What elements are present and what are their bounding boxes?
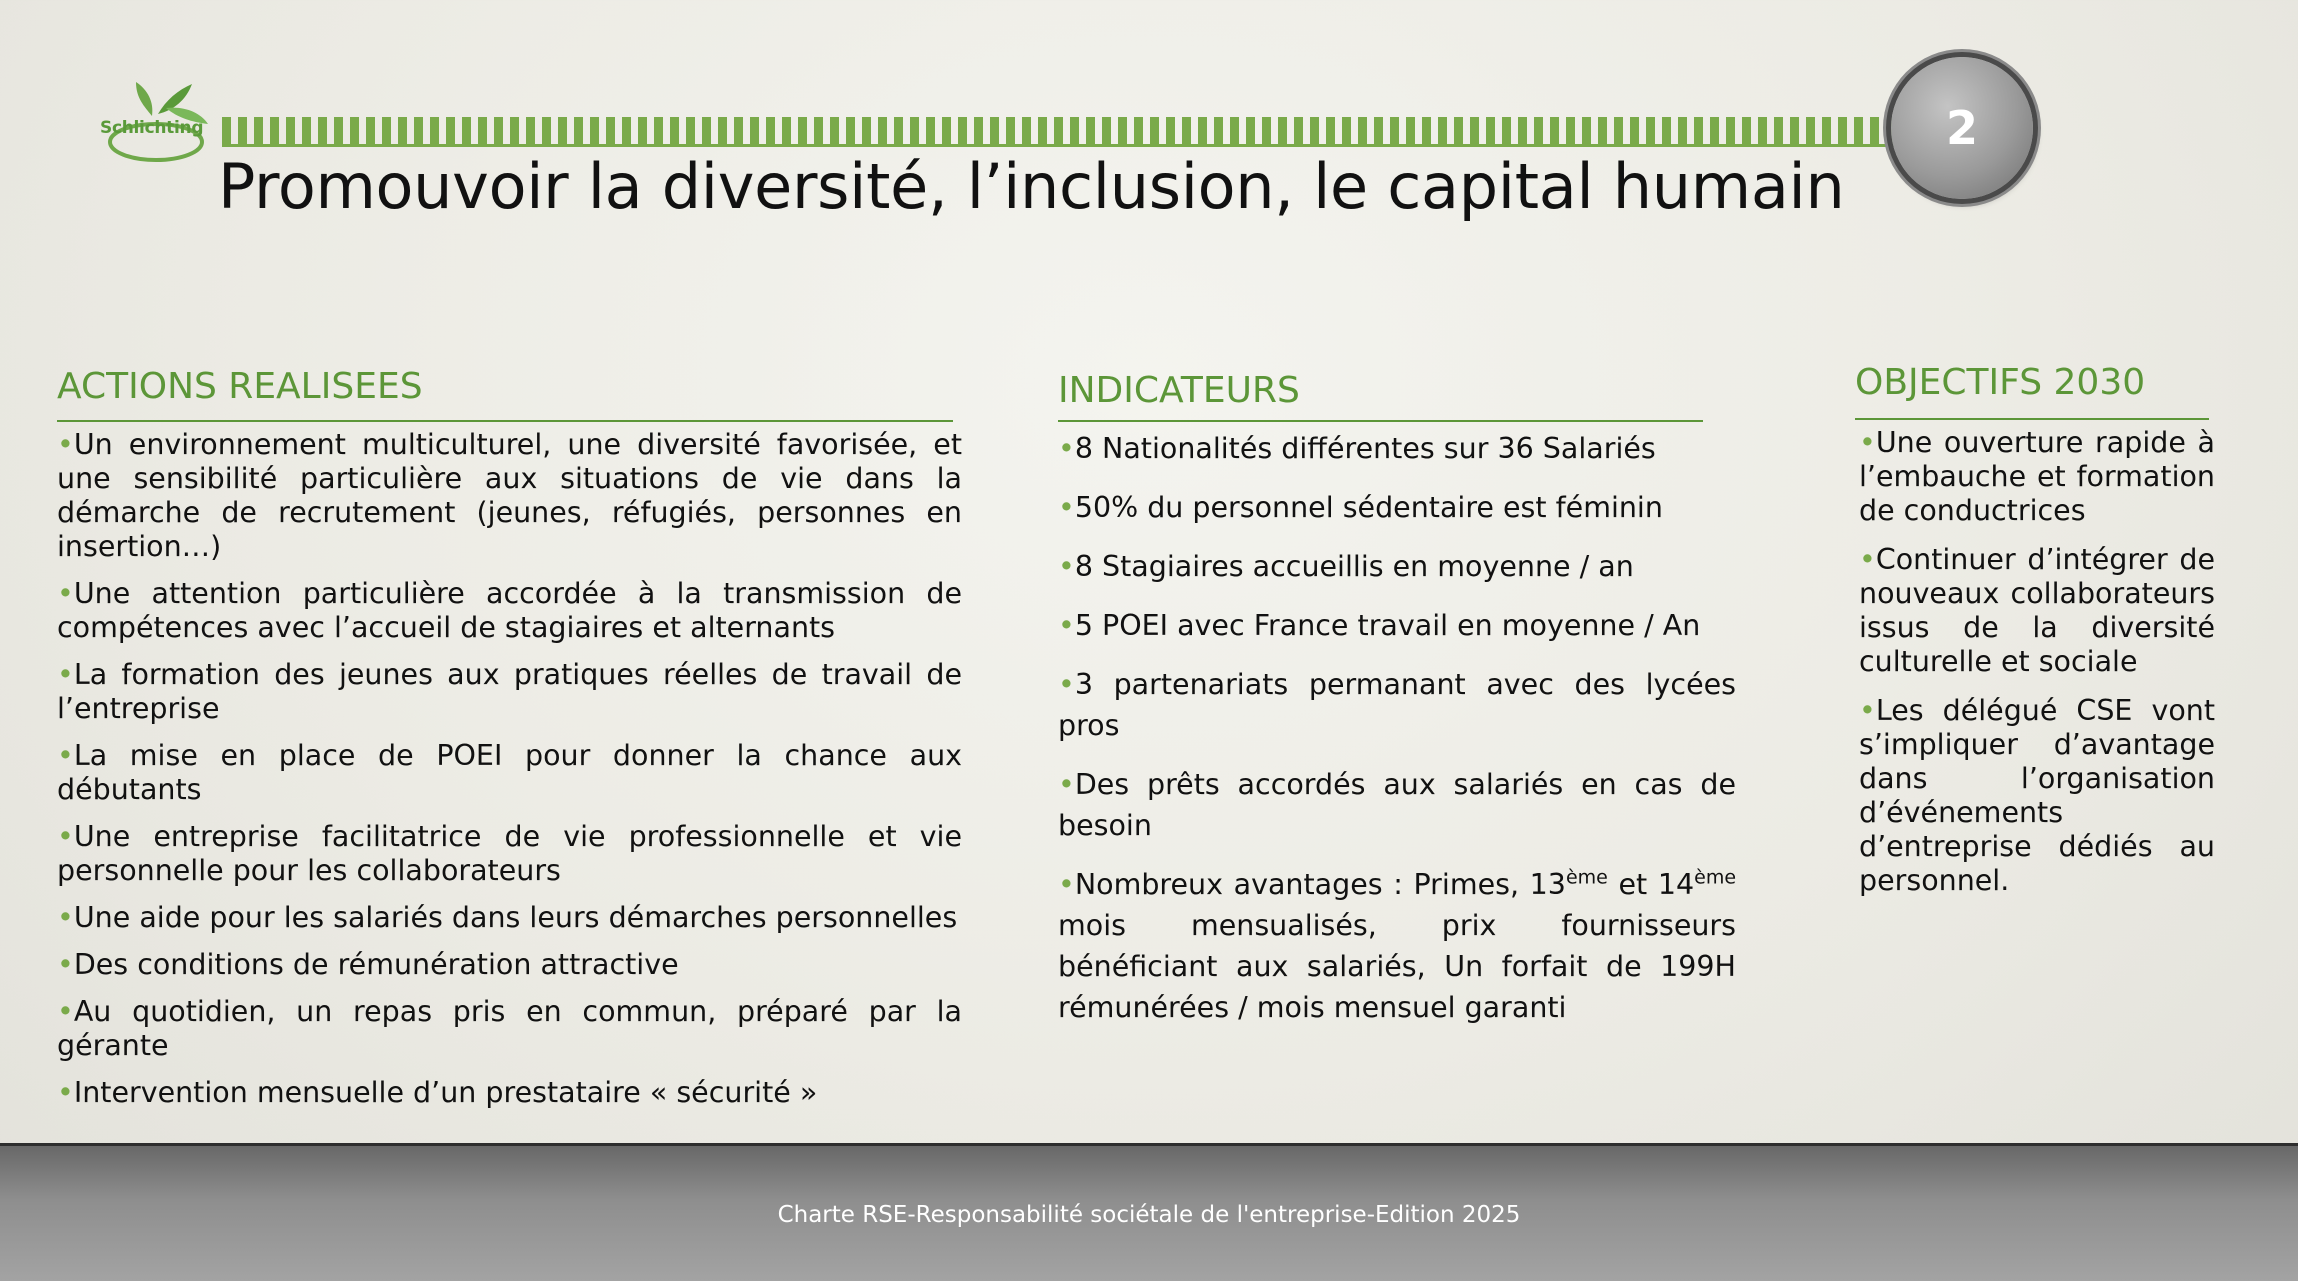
action-item-text: Une entreprise facilitatrice de vie professionnelle et vie personnelle pour les collaborateurs — [57, 820, 962, 887]
action-item-text: La formation des jeunes aux pratiques réelles de travail de l’entreprise — [57, 658, 962, 725]
action-item — [57, 739, 962, 807]
action-item — [57, 901, 962, 935]
indicateurs-heading-rule — [1058, 420, 1703, 422]
bullet-icon: • — [57, 658, 74, 691]
objectif-item — [1859, 543, 2215, 679]
bullet-icon: • — [57, 739, 74, 772]
bullet-icon: • — [1859, 694, 1876, 727]
bullet-icon: • — [1058, 432, 1075, 465]
bullet-icon: • — [1859, 426, 1876, 459]
objectif-item-text: Les délégué CSE vont s’impliquer d’avantage dans l’organisation d’événements d’entreprise dédiés au personnel. — [1859, 694, 2215, 897]
indicateur-item — [1058, 605, 1736, 646]
indicateur-text-part: mois mensualisés, prix fournisseurs bénéficiant aux salariés, Un forfait de 199H rémunérées / mois mensuel garanti — [1058, 909, 1736, 1024]
indicateur-item — [1058, 546, 1736, 587]
page-number: 2 — [1945, 101, 1978, 155]
page-title: Promouvoir la diversité, l’inclusion, le capital humain — [218, 150, 1845, 223]
bullet-icon: • — [1859, 543, 1876, 576]
action-item-text: Un environnement multiculturel, une diversité favorisée, et une sensibilité particulière aux situations de vie dans la démarche de recrutement (jeunes, réfugiés, personnes en insertion…) — [57, 428, 962, 563]
bullet-icon: • — [1058, 609, 1075, 642]
indicateurs-list — [1058, 428, 1736, 1046]
actions-list — [57, 428, 962, 1123]
action-item — [57, 658, 962, 726]
indicateur-item-text: 5 POEI avec France travail en moyenne / An — [1074, 609, 1701, 642]
action-item — [57, 995, 962, 1063]
objectifs-list — [1859, 426, 2215, 913]
action-item-text: Au quotidien, un repas pris en commun, préparé par la gérante — [57, 995, 962, 1062]
header-rule — [222, 144, 1904, 147]
indicateur-item-text: Des prêts accordés aux salariés en cas de besoin — [1058, 768, 1736, 842]
page-number-badge — [1891, 57, 2033, 199]
bullet-icon: • — [57, 995, 74, 1028]
bullet-icon: • — [1058, 868, 1075, 901]
indicateur-item-text: 3 partenariats permanant avec des lycées pros — [1058, 668, 1736, 742]
indicateur-item — [1058, 664, 1736, 746]
action-item-text: Une aide pour les salariés dans leurs démarches personnelles — [73, 901, 958, 934]
actions-heading-rule — [57, 420, 953, 422]
bullet-icon: • — [1058, 550, 1075, 583]
action-item — [57, 820, 962, 888]
bullet-icon: • — [1058, 768, 1075, 801]
indicateur-item — [1058, 428, 1736, 469]
bullet-icon: • — [57, 901, 74, 934]
bullet-icon: • — [1058, 668, 1075, 701]
indicateur-text-part: Nombreux avantages : Primes, 13 — [1074, 868, 1566, 901]
indicateur-item-text: 8 Stagiaires accueillis en moyenne / an — [1074, 550, 1634, 583]
bullet-icon: • — [57, 577, 74, 610]
logo-text: Schlichting — [100, 118, 204, 138]
indicateur-item — [1058, 487, 1736, 528]
indicateur-item-text: 50% du personnel sédentaire est féminin — [1074, 491, 1663, 524]
footer-text: Charte RSE-Responsabilité sociétale de l'entreprise-Edition 2025 — [777, 1202, 1521, 1228]
bullet-icon: • — [57, 1076, 74, 1109]
objectif-item-text: Une ouverture rapide à l’embauche et formation de conductrices — [1859, 426, 2215, 527]
objectif-item — [1859, 426, 2215, 528]
bullet-icon: • — [57, 948, 74, 981]
bullet-icon: • — [1058, 491, 1075, 524]
indicateur-item — [1058, 864, 1736, 1028]
objectifs-heading-rule — [1855, 418, 2209, 420]
indicateurs-heading: INDICATEURS — [1058, 370, 1300, 411]
indicateur-text-part: et 14 — [1607, 868, 1695, 901]
actions-heading: ACTIONS REALISEES — [57, 366, 423, 407]
objectifs-heading: OBJECTIFS 2030 — [1855, 362, 2146, 403]
action-item — [57, 428, 962, 564]
bullet-icon: • — [57, 428, 74, 461]
header-hatch-bar — [222, 117, 1904, 145]
bullet-icon: • — [57, 820, 74, 853]
action-item-text: Une attention particulière accordée à la transmission de compétences avec l’accueil de stagiaires et alternants — [57, 577, 962, 644]
objectif-item-text: Continuer d’intégrer de nouveaux collaborateurs issus de la diversité culturelle et sociale — [1859, 543, 2215, 678]
action-item — [57, 1076, 962, 1110]
action-item-text: La mise en place de POEI pour donner la chance aux débutants — [57, 739, 962, 806]
indicateur-item-text: 8 Nationalités différentes sur 36 Salariés — [1074, 432, 1656, 465]
indicateur-item — [1058, 764, 1736, 846]
action-item-text: Intervention mensuelle d’un prestataire « sécurité » — [73, 1076, 818, 1109]
action-item — [57, 948, 962, 982]
superscript: ème — [1565, 866, 1608, 889]
objectif-item — [1859, 694, 2215, 898]
superscript: ème — [1694, 866, 1737, 889]
action-item-text: Des conditions de rémunération attractive — [73, 948, 679, 981]
action-item — [57, 577, 962, 645]
